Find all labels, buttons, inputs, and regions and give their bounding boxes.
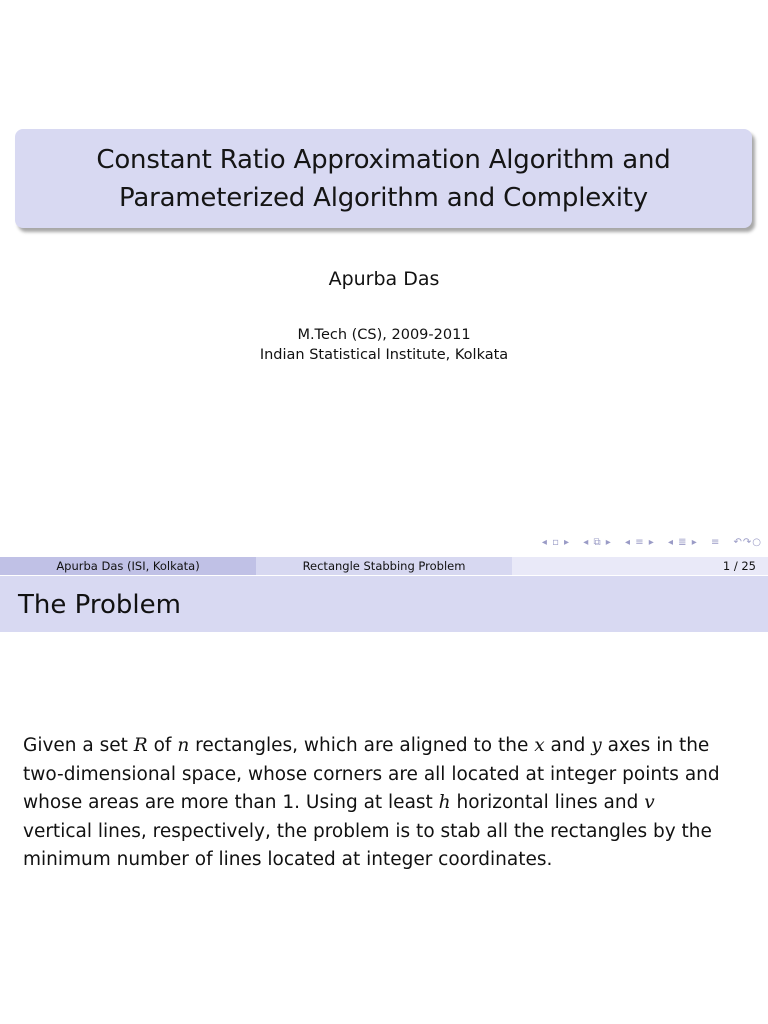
text-run: Given a set xyxy=(23,735,134,756)
math-var: v xyxy=(644,792,655,813)
frame-title: The Problem xyxy=(18,590,181,620)
statement-line-4: vertical lines, respectively, the problem is to stab all the rectangles by the xyxy=(23,820,712,842)
math-var: y xyxy=(591,735,602,756)
nav-frame-icons[interactable]: ◂ ▫ ▸ xyxy=(541,537,571,548)
statement-line-5: minimum number of lines located at integer coordinates. xyxy=(23,849,553,870)
text-run: horizontal lines and xyxy=(450,792,645,813)
title-box xyxy=(15,129,752,228)
statement-line-1 xyxy=(23,732,753,761)
statement-line-3 xyxy=(23,789,753,818)
statement-line-2: two-dimensional space, whose corners are all located at integer points and xyxy=(23,763,720,785)
math-var: x xyxy=(534,735,545,756)
problem-slide xyxy=(0,576,768,1024)
footer-author: Apurba Das (ISI, Kolkata) xyxy=(0,557,256,575)
footer xyxy=(0,557,768,575)
author: Apurba Das xyxy=(328,268,440,290)
frame-title-bar xyxy=(0,576,768,632)
nav-document-icon[interactable]: ≡ xyxy=(710,537,721,548)
text-run: axes in the xyxy=(601,735,710,756)
problem-statement xyxy=(23,732,753,875)
math-var: n xyxy=(177,735,190,756)
nav-search-icons[interactable]: ↶↷○ xyxy=(733,537,762,548)
nav-subsection-icons[interactable]: ◂ ⧉ ▸ xyxy=(583,537,612,548)
institute-line: Indian Statistical Institute, Kolkata xyxy=(259,347,509,363)
text-run: and xyxy=(544,735,592,756)
title-line-1: Constant Ratio Approximation Algorithm and xyxy=(96,144,671,175)
page-number: 1 / 25 xyxy=(722,559,756,573)
nav-section-icons[interactable]: ◂ ≡ ▸ xyxy=(625,537,655,548)
footer-page-number xyxy=(512,557,768,575)
nav-section-icons-2[interactable]: ◂ ≣ ▸ xyxy=(667,537,698,548)
math-var: R xyxy=(133,735,148,756)
program-line: M.Tech (CS), 2009-2011 xyxy=(297,327,471,343)
text-run: rectangles, which are aligned to the xyxy=(189,735,535,756)
math-var: h xyxy=(438,792,451,813)
title-line-2: Parameterized Algorithm and Complexity xyxy=(119,182,648,213)
navigation-symbols xyxy=(533,537,762,548)
text-run: of xyxy=(147,735,178,756)
text-run: whose areas are more than 1. Using at least xyxy=(23,792,439,813)
footer-title: Rectangle Stabbing Problem xyxy=(256,557,512,575)
